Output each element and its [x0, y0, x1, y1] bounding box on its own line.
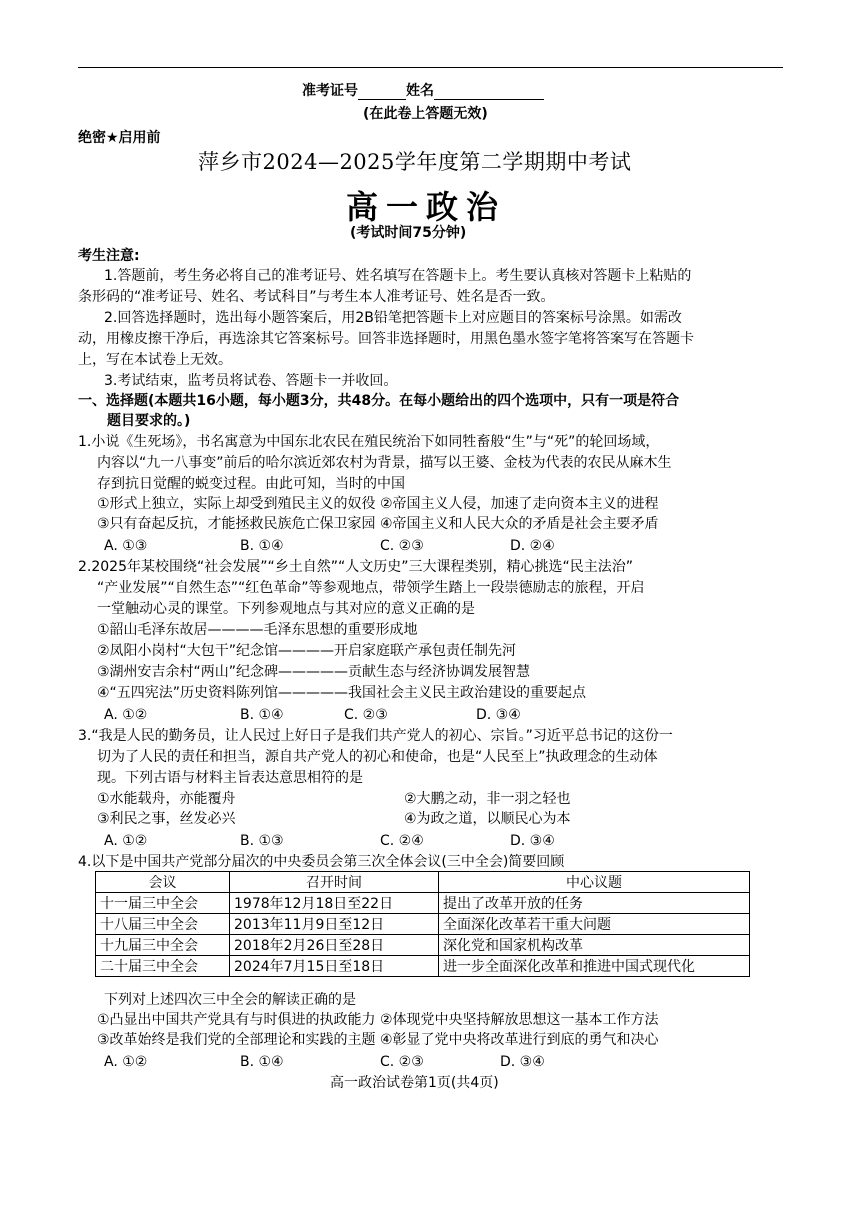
- table-cell: 进一步全面深化改革和推进中国式现代化: [439, 956, 750, 977]
- question-2-option-d[interactable]: D. ③④: [476, 707, 521, 723]
- question-2-choice: ③湖州安吉余村“两山”纪念碑—————贡献生态与经济协调发展智慧: [97, 664, 531, 680]
- instruction-line: 上，写在本试卷上无效。: [78, 352, 232, 368]
- top-rule: [78, 67, 783, 68]
- name-label: 姓名: [406, 83, 434, 99]
- table-cell: 深化党和国家机构改革: [439, 935, 750, 956]
- question-2-choice: ④“五四宪法”历史资料陈列馆—————我国社会主义民主政治建设的重要起点: [97, 685, 587, 701]
- question-3-option-a[interactable]: A. ①②: [104, 833, 148, 849]
- question-3-choice: ②大鹏之动，非一羽之轻也: [404, 791, 571, 807]
- question-3-option-c[interactable]: C. ②④: [380, 833, 424, 849]
- exam-number-label: 准考证号: [302, 83, 358, 99]
- question-4-option-d[interactable]: D. ③④: [500, 1054, 545, 1070]
- question-3-text: 3.“我是人民的勤务员，让人民过上好日子是我们共产党人的初心、宗旨。”习近平总书记的这份一: [78, 728, 673, 744]
- exam-number-blank: [358, 85, 406, 100]
- name-blank: [434, 85, 544, 100]
- question-3-text: 切为了人民的责任和担当，源自共产党人的初心和使命，也是“人民至上”执政理念的生动体: [97, 749, 658, 765]
- question-2-option-b[interactable]: B. ①④: [240, 707, 284, 723]
- question-1-option-a[interactable]: A. ①③: [104, 538, 148, 554]
- section-heading-cont: 题目要求的。): [107, 413, 191, 429]
- instruction-line: 1.答题前，考生务必将自己的准考证号、姓名填写在答题卡上。考生要认真核对答题卡上粘贴的: [104, 268, 692, 284]
- table-cell: 1978年12月18日至22日: [230, 893, 439, 914]
- table-cell: 十一届三中全会: [96, 893, 230, 914]
- exam-title: 萍乡市2024—2025学年度第二学期期中考试: [198, 150, 632, 174]
- table-row: [96, 935, 750, 956]
- question-4-text: 下列对上述四次三中全会的解读正确的是: [104, 992, 356, 1008]
- question-2-option-c[interactable]: C. ②③: [344, 707, 388, 723]
- question-1-option-d[interactable]: D. ②④: [510, 538, 555, 554]
- question-3-choice: ③利民之事，丝发必兴: [97, 811, 236, 827]
- table-cell: 2024年7月15日至18日: [230, 956, 439, 977]
- table-header-row: [96, 872, 750, 893]
- question-1-option-b[interactable]: B. ①④: [240, 538, 284, 554]
- table-cell: 十八届三中全会: [96, 914, 230, 935]
- question-1-choice: ①形式上独立，实际上却受到殖民主义的奴役 ②帝国主义人侵，加速了走向资本主义的进程: [97, 496, 659, 512]
- instruction-line: 条形码的“准考证号、姓名、考试科目”与考生本人准考证号、姓名是否一致。: [78, 289, 555, 305]
- secret-mark: 绝密★启用前: [78, 130, 161, 146]
- table-header: 会议: [96, 872, 230, 893]
- table-row: [96, 893, 750, 914]
- instruction-line: 3.考试结束，监考员将试卷、答题卡一并收回。: [104, 373, 398, 389]
- question-1-choice: ③只有奋起反抗，才能拯救民族危亡保卫家园 ④帝国主义和人民大众的矛盾是社会主要矛盾: [97, 516, 659, 532]
- question-2-text: 一堂触动心灵的课堂。下列参观地点与其对应的意义正确的是: [97, 601, 475, 617]
- question-4-choice: ①凸显出中国共产党具有与时俱进的执政能力 ②体现党中央坚持解放思想这一基本工作方法: [97, 1012, 659, 1028]
- question-3-choice: ①水能载舟，亦能覆舟: [97, 791, 236, 807]
- instructions-heading: 考生注意:: [78, 248, 140, 264]
- question-3-choice: ④为政之道，以顺民心为本: [404, 811, 571, 827]
- question-4-choice: ③改革始终是我们党的全部理论和实践的主题 ④彰显了党中央将改革进行到底的勇气和决心: [97, 1032, 659, 1048]
- question-4-option-c[interactable]: C. ②③: [380, 1054, 424, 1070]
- table-cell: 十九届三中全会: [96, 935, 230, 956]
- question-1-option-c[interactable]: C. ②③: [380, 538, 424, 554]
- question-1-text: 存到抗日觉醒的蜕变过程。由此可知，当时的中国: [97, 476, 405, 492]
- question-3-option-b[interactable]: B. ①③: [240, 833, 284, 849]
- table-header: 中心议题: [439, 872, 750, 893]
- subject-title: 高一政治: [346, 188, 507, 226]
- plenum-table: [95, 871, 750, 977]
- exam-number-line: [302, 80, 544, 100]
- table-row: [96, 956, 750, 977]
- page-footer: 高一政治试卷第1页(共4页): [330, 1075, 499, 1091]
- question-1-text: 内容以“九一八事变”前后的哈尔滨近郊农村为背景，描写以王婆、金枝为代表的农民从麻木生: [97, 455, 672, 471]
- question-2-text: “产业发展”“自然生态”“红色革命”等参观地点，带领学生踏上一段崇德励志的旅程，开启: [97, 580, 645, 596]
- table-cell: 全面深化改革若干重大问题: [439, 914, 750, 935]
- table-row: [96, 914, 750, 935]
- table-cell: 提出了改革开放的任务: [439, 893, 750, 914]
- question-3-option-d[interactable]: D. ③④: [510, 833, 555, 849]
- exam-duration: (考试时间75分钟): [350, 225, 467, 241]
- table-cell: 2013年11月9日至12日: [230, 914, 439, 935]
- question-4-option-b[interactable]: B. ①④: [240, 1054, 284, 1070]
- section-heading: 一、选择题(本题共16小题，每小题3分，共48分。在每小题给出的四个选项中，只有一项是符合: [78, 393, 680, 409]
- question-2-text: 2.2025年某校围绕“社会发展”“乡土自然”“人文历史”三大课程类别，精心挑选“民主法治”: [78, 559, 634, 575]
- table-header: 召开时间: [230, 872, 439, 893]
- question-2-choice: ②凤阳小岗村“大包干”纪念馆————开启家庭联产承包责任制先河: [97, 643, 517, 659]
- question-1-text: 1.小说《生死场》，书名寓意为中国东北农民在殖民统治下如同牲畜般“生”与“死”的轮回场域，: [78, 434, 660, 450]
- question-4-option-a[interactable]: A. ①②: [104, 1054, 148, 1070]
- instruction-line: 动，用橡皮擦干净后，再选涂其它答案标号。回答非选择题时，用黑色墨水签字笔将答案写在答题卡: [78, 331, 694, 347]
- question-4-text: 4.以下是中国共产党部分届次的中央委员会第三次全体会议(三中全会)简要回顾: [78, 854, 565, 870]
- instruction-line: 2.回答选择题时，选出每小题答案后，用2B铅笔把答题卡上对应题目的答案标号涂黑。如需改: [104, 310, 682, 326]
- table-cell: 2018年2月26日至28日: [230, 935, 439, 956]
- question-2-choice: ①韶山毛泽东故居————毛泽东思想的重要形成地: [97, 622, 418, 638]
- question-2-option-a[interactable]: A. ①②: [104, 707, 148, 723]
- answer-notice: (在此卷上答题无效): [363, 106, 488, 122]
- table-cell: 二十届三中全会: [96, 956, 230, 977]
- question-3-text: 现。下列古语与材料主旨表达意思相符的是: [97, 770, 363, 786]
